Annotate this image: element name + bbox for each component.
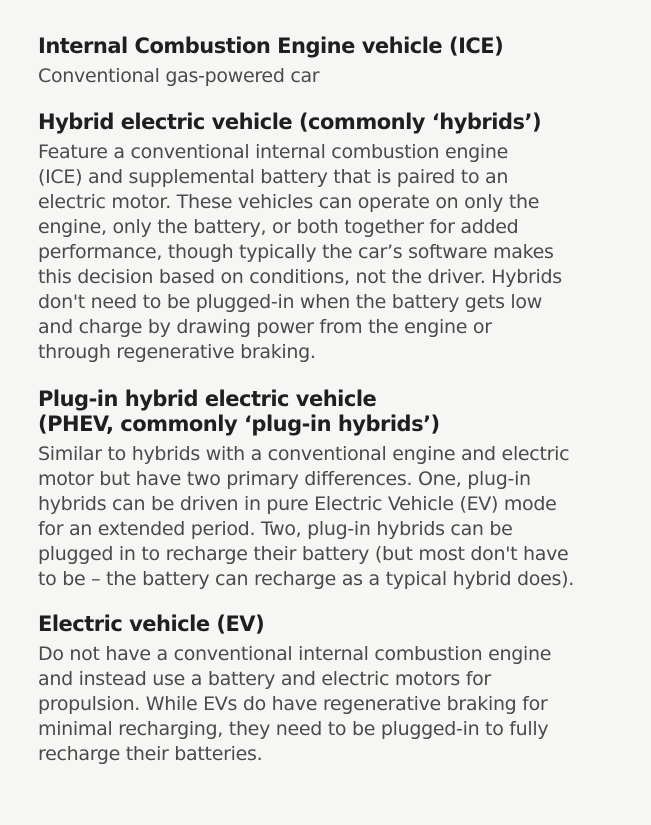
section-hybrid [38, 110, 631, 365]
section-ev [38, 612, 631, 767]
section-heading: Plug-in hybrid electric vehicle (PHEV, commonly ‘plug-in hybrids’) [38, 387, 440, 436]
section-heading: Internal Combustion Engine vehicle (ICE) [38, 34, 504, 58]
section-heading: Hybrid electric vehicle (commonly ‘hybrids’) [38, 110, 542, 134]
section-heading: Electric vehicle (EV) [38, 612, 265, 636]
section-body: Feature a conventional internal combustion engine (ICE) and supplemental battery that is paired to an electric motor. These vehicles can operate on only the engine, only the battery, or both together for added performance, though typically the car’s software makes this decision based on conditions, not the driver. Hybrids don't need to be plugged-in when the battery gets low and charge by drawing power from the engine or through regenerative braking. [38, 141, 562, 363]
section-body: Similar to hybrids with a conventional engine and electric motor but have two primary differences. One, plug-in hybrids can be driven in pure Electric Vehicle (EV) mode for an extended period. Two, plug-in hybrids can be plugged in to recharge their battery (but most don't have to be – the battery can recharge as a typical hybrid does). [38, 443, 574, 590]
section-body: Do not have a conventional internal combustion engine and instead use a battery and electric motors for propulsion. While EVs do have regenerative braking for minimal recharging, they need to be plugged-in to fully recharge their batteries. [38, 643, 552, 765]
section-body: Conventional gas-powered car [38, 65, 320, 87]
section-ice [38, 34, 631, 89]
section-phev [38, 387, 631, 592]
